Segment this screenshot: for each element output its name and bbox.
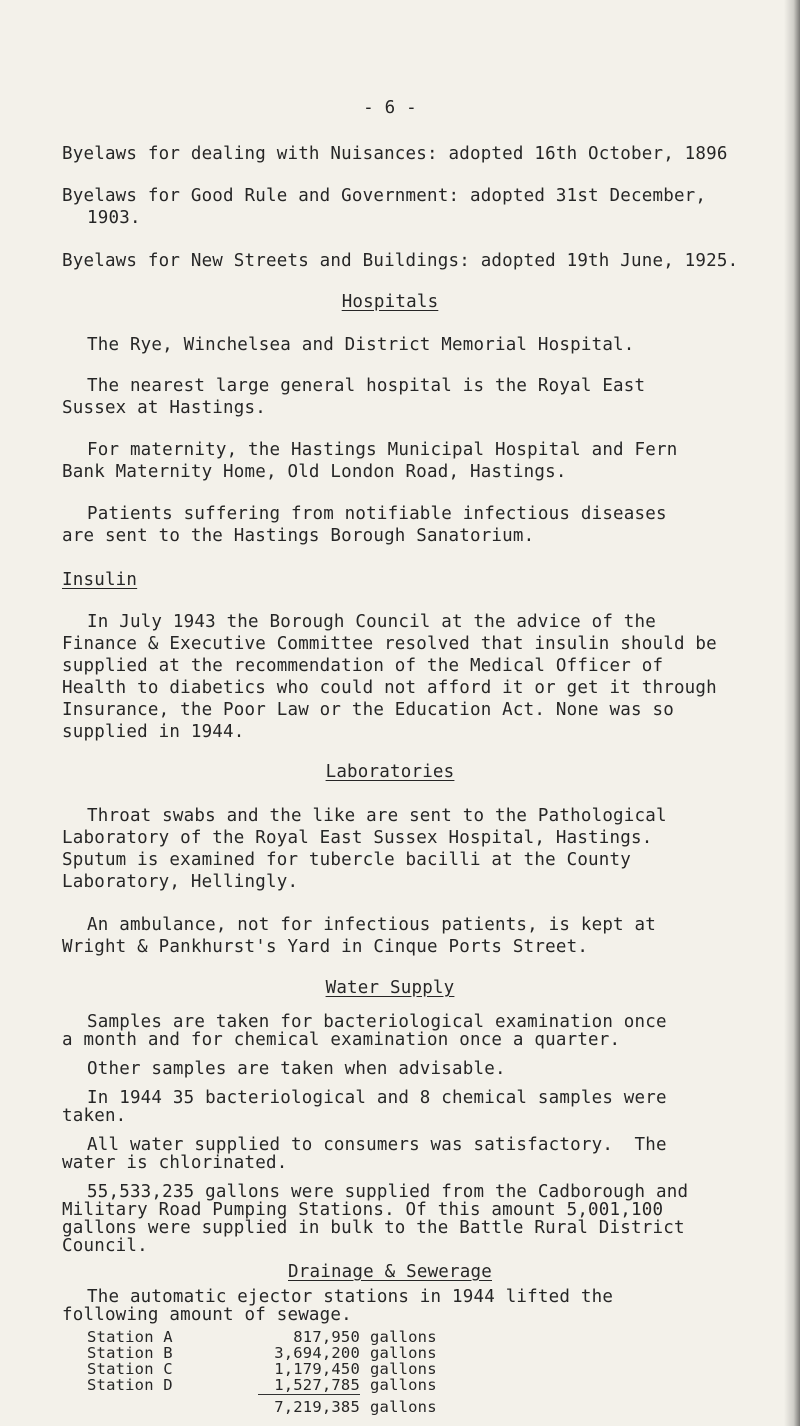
hospital-para-2-line-2: Sussex at Hastings. <box>62 398 266 418</box>
station-unit: gallons <box>370 1328 437 1346</box>
section-heading-laboratories: Laboratories <box>325 762 455 782</box>
station-name: Station C <box>87 1360 173 1378</box>
lab-para-2-line-2: Wright & Pankhurst's Yard in Cinque Ports Street. <box>62 937 589 957</box>
water-para-3-line-2: taken. <box>62 1106 127 1126</box>
page-number: - 6 - <box>363 98 417 118</box>
byelaws-nuisances: Byelaws for dealing with Nuisances: adopted 16th October, 1896 <box>62 144 728 164</box>
hospital-para-4-line-1: Patients suffering from notifiable infectious diseases <box>87 504 667 524</box>
water-para-5-line-1: 55,533,235 gallons were supplied from the Cadborough and <box>87 1182 689 1202</box>
section-heading-insulin: Insulin <box>62 570 138 590</box>
hospital-para-4-line-2: are sent to the Hastings Borough Sanatorium. <box>62 526 535 546</box>
section-heading-drainage: Drainage & Sewerage <box>288 1262 492 1282</box>
lab-para-1-line-3: Sputum is examined for tubercle bacilli at the County <box>62 850 632 870</box>
station-amount: 1,527,785 <box>274 1376 360 1394</box>
byelaws-good-rule: Byelaws for Good Rule and Government: adopted 31st December, <box>62 186 707 206</box>
insulin-line-2: Finance & Executive Committee resolved that insulin should be <box>62 634 717 654</box>
insulin-line-3: supplied at the recommendation of the Medical Officer of <box>62 656 664 676</box>
station-amount: 1,179,450 <box>274 1360 360 1378</box>
insulin-line-4: Health to diabetics who could not afford it or get it through <box>62 678 717 698</box>
drainage-intro-line-2: following amount of sewage. <box>62 1305 352 1325</box>
hospital-para-3-line-1: For maternity, the Hastings Municipal Hospital and Fern <box>87 440 678 460</box>
insulin-line-5: Insurance, the Poor Law or the Education Act. None was so <box>62 700 674 720</box>
station-amount: 817,950 <box>293 1328 360 1346</box>
water-para-5-line-4: Council. <box>62 1236 148 1256</box>
water-para-1-line-2: a month and for chemical examination once a quarter. <box>62 1030 621 1050</box>
insulin-line-6: supplied in 1944. <box>62 722 245 742</box>
water-para-4-line-1: All water supplied to consumers was satisfactory. The <box>87 1135 667 1155</box>
lab-para-2-line-1: An ambulance, not for infectious patients, is kept at <box>87 915 657 935</box>
drainage-intro-line-1: The automatic ejector stations in 1944 lifted the <box>87 1287 614 1307</box>
station-name: Station A <box>87 1328 173 1346</box>
byelaws-new-streets: Byelaws for New Streets and Buildings: adopted 19th June, 1925. <box>62 251 739 271</box>
station-unit: gallons <box>370 1344 437 1362</box>
station-name: Station D <box>87 1376 173 1394</box>
station-amount: 3,694,200 <box>274 1344 360 1362</box>
lab-para-1-line-1: Throat swabs and the like are sent to the Pathological <box>87 806 667 826</box>
hospital-para-2-line-1: The nearest large general hospital is the Royal East <box>87 376 646 396</box>
insulin-line-1: In July 1943 the Borough Council at the advice of the <box>87 612 657 632</box>
water-para-1-line-1: Samples are taken for bacteriological examination once <box>87 1012 667 1032</box>
lab-para-1-line-2: Laboratory of the Royal East Sussex Hospital, Hastings. <box>62 828 653 848</box>
water-para-3-line-1: In 1944 35 bacteriological and 8 chemical samples were <box>87 1088 667 1108</box>
section-heading-hospitals: Hospitals <box>341 292 439 312</box>
total-amount: 7,219,385 <box>274 1398 360 1416</box>
hospital-para-3-line-2: Bank Maternity Home, Old London Road, Hastings. <box>62 462 567 482</box>
water-para-2-line-1: Other samples are taken when advisable. <box>87 1059 506 1079</box>
station-unit: gallons <box>370 1376 437 1394</box>
byelaws-good-rule-year: 1903. <box>87 208 141 228</box>
hospital-para-1-line-1: The Rye, Winchelsea and District Memorial Hospital. <box>87 335 635 355</box>
water-para-5-line-2: Military Road Pumping Stations. Of this amount 5,001,100 <box>62 1200 664 1220</box>
page-edge-shadow <box>784 0 800 1426</box>
water-para-4-line-2: water is chlorinated. <box>62 1153 288 1173</box>
water-para-5-line-3: gallons were supplied in bulk to the Battle Rural District <box>62 1218 685 1238</box>
section-heading-water-supply: Water Supply <box>325 978 455 998</box>
total-unit: gallons <box>370 1398 437 1416</box>
station-name: Station B <box>87 1344 173 1362</box>
station-unit: gallons <box>370 1360 437 1378</box>
lab-para-1-line-4: Laboratory, Hellingly. <box>62 872 299 892</box>
